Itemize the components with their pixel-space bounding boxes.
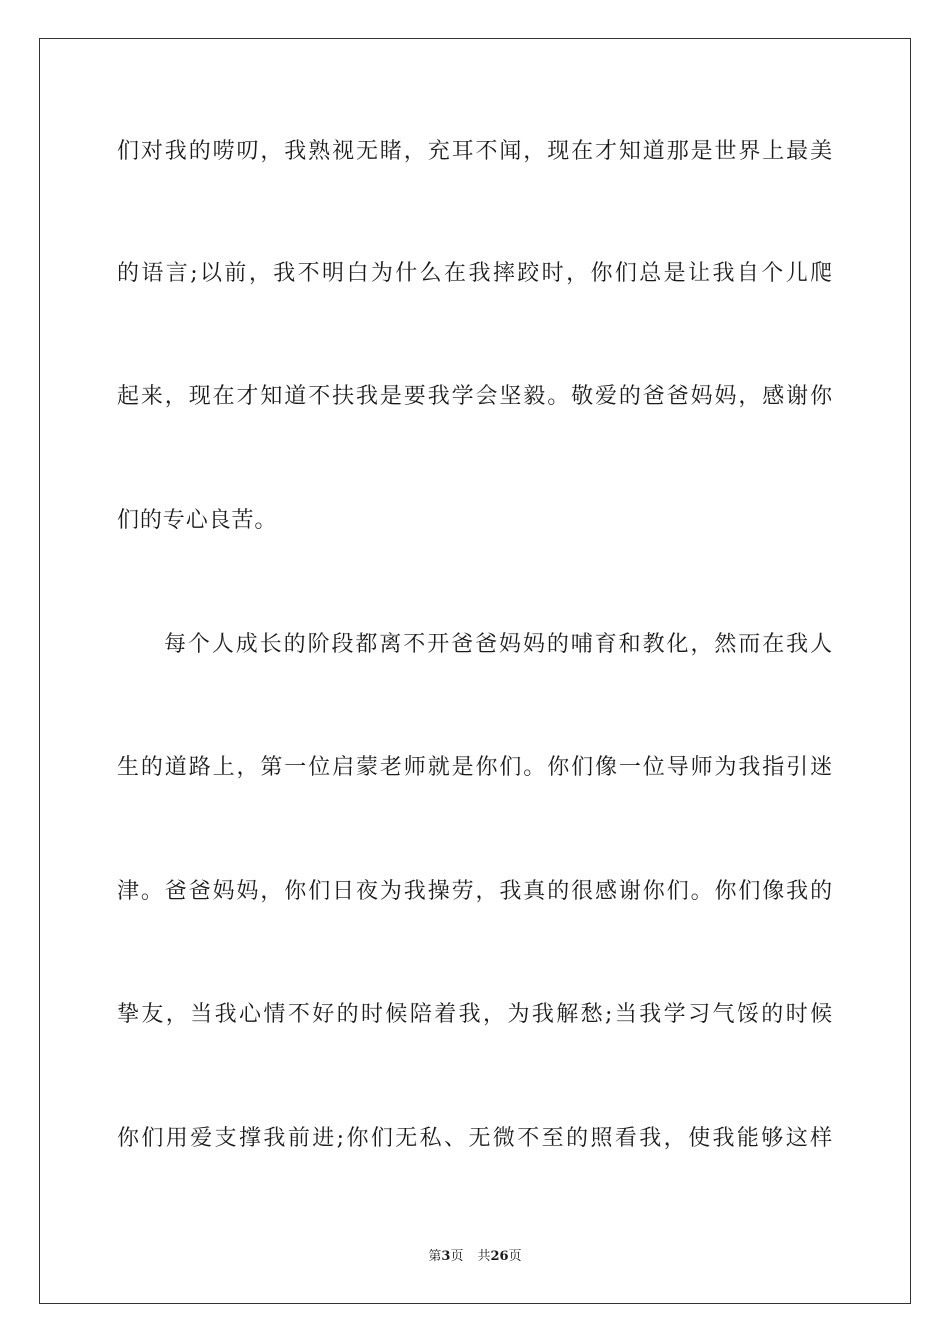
text-line-8: 挚友，当我心情不好的时候陪着我，为我解愁;当我学习气馁的时候 bbox=[117, 1002, 833, 1027]
text-line-7: 津。爸爸妈妈，你们日夜为我操劳，我真的很感谢你们。你们像我的 bbox=[117, 879, 833, 904]
footer-total-pages: 26 bbox=[490, 1249, 509, 1264]
text-line-4: 们的专心良苦。 bbox=[117, 508, 278, 533]
text-line-9: 你们用爱支撑我前进;你们无私、无微不至的照看我，使我能够这样 bbox=[117, 1126, 833, 1151]
footer-page-number: 3 bbox=[441, 1249, 451, 1264]
page-footer bbox=[0, 1248, 950, 1266]
paragraph-start-line: 每个人成长的阶段都离不开爸爸妈妈的哺育和教化，然而在我人 bbox=[164, 632, 833, 657]
footer-page-suffix: 页 bbox=[450, 1249, 464, 1264]
text-line-6: 生的道路上，第一位启蒙老师就是你们。你们像一位导师为我指引迷 bbox=[117, 755, 833, 780]
text-line-2: 的语言;以前，我不明白为什么在我摔跤时，你们总是让我自个儿爬 bbox=[117, 261, 833, 286]
footer-total-suffix: 页 bbox=[508, 1249, 522, 1264]
page-border bbox=[39, 38, 911, 1304]
footer-page-prefix: 第 bbox=[428, 1249, 442, 1264]
text-line-3: 起来，现在才知道不扶我是要我学会坚毅。敬爱的爸爸妈妈，感谢你 bbox=[117, 384, 833, 409]
text-line-1: 们对我的唠叨，我熟视无睹，充耳不闻，现在才知道那是世界上最美 bbox=[117, 139, 833, 164]
footer-total-prefix: 共 bbox=[477, 1249, 491, 1264]
